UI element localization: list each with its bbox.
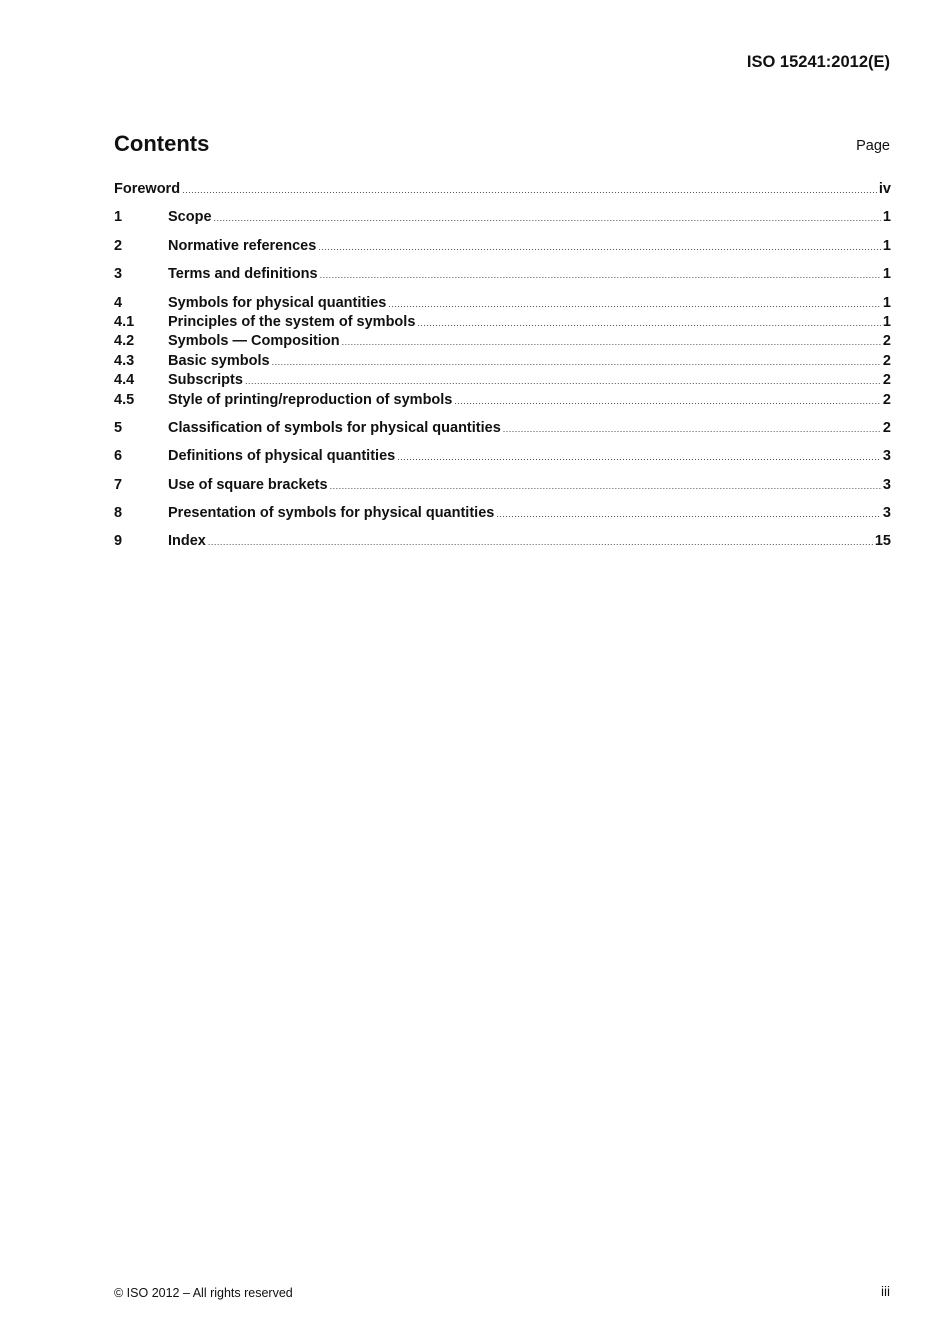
toc-entry-title: Symbols — Composition	[168, 333, 340, 350]
toc-entry-presentation[interactable]	[114, 504, 891, 523]
toc-leader-dots	[496, 505, 881, 524]
toc-entry-page: 3	[882, 476, 891, 493]
toc-entry-page: 1	[882, 294, 891, 311]
toc-entry-page: 1	[882, 266, 891, 283]
toc-leader-dots	[318, 238, 881, 257]
toc-entry-number: 4.1	[114, 313, 135, 330]
toc-leader-dots	[330, 477, 881, 496]
toc-entry-page: 1	[882, 313, 891, 330]
toc-entry-number: 1	[114, 209, 123, 226]
toc-entry-title: Normative references	[168, 237, 317, 254]
toc-entry-number: 4.2	[114, 333, 135, 350]
toc-entry-subscripts[interactable]	[114, 371, 891, 390]
toc-entry-number: 5	[114, 419, 123, 436]
toc-entry-title: Basic symbols	[168, 352, 270, 369]
page-column-label: Page	[856, 138, 890, 154]
toc-entry-number: 4.3	[114, 352, 135, 369]
toc-entry-title: Classification of symbols for physical quantities	[168, 419, 501, 436]
toc-entry-number: 4.5	[114, 391, 135, 408]
toc-entry-definitions[interactable]	[114, 447, 891, 466]
footer-copyright: © ISO 2012 – All rights reserved	[114, 1286, 293, 1300]
document-id: ISO 15241:2012(E)	[746, 53, 890, 71]
toc-entry-normative-references[interactable]	[114, 237, 891, 256]
toc-entry-page: 2	[882, 352, 891, 369]
toc-entry-number: 4.4	[114, 372, 135, 389]
toc-leader-dots	[182, 181, 877, 200]
toc-entry-number: 8	[114, 505, 123, 522]
toc-leader-dots	[214, 209, 881, 228]
toc-leader-dots	[208, 533, 873, 552]
toc-entry-title: Definitions of physical quantities	[168, 448, 396, 465]
toc-leader-dots	[272, 353, 881, 372]
toc-entry-principles[interactable]	[114, 313, 891, 332]
toc-entry-title: Index	[168, 533, 206, 550]
toc-leader-dots	[320, 266, 881, 285]
toc-entry-number: 2	[114, 237, 123, 254]
toc-entry-terms-and-definitions[interactable]	[114, 265, 891, 284]
toc-entry-page: iv	[878, 181, 891, 197]
toc-entry-title: Presentation of symbols for physical quantities	[168, 505, 495, 522]
toc-entry-title: Style of printing/reproduction of symbols	[168, 391, 453, 408]
toc-entry-number: 3	[114, 266, 123, 283]
toc-entry-index[interactable]	[114, 532, 891, 551]
toc-entry-symbols-for-physical-quantities[interactable]	[114, 294, 891, 313]
contents-heading: Contents	[114, 131, 210, 156]
toc-leader-dots	[397, 448, 881, 467]
toc-entry-basic-symbols[interactable]	[114, 352, 891, 371]
toc-entry-classification[interactable]	[114, 419, 891, 438]
toc-entry-scope[interactable]	[114, 208, 891, 227]
toc-leader-dots	[503, 420, 881, 439]
toc-entry-title: Use of square brackets	[168, 476, 328, 493]
toc-leader-dots	[454, 392, 881, 411]
toc-entry-number: 9	[114, 533, 123, 550]
toc-leader-dots	[417, 314, 881, 333]
toc-entry-number: 7	[114, 476, 123, 493]
toc-entry-page: 3	[882, 505, 891, 522]
toc-leader-dots	[342, 333, 881, 352]
toc-leader-dots	[388, 295, 881, 314]
toc-entry-page: 1	[882, 209, 891, 226]
toc-entry-page: 2	[882, 372, 891, 389]
toc-entry-foreword[interactable]	[114, 180, 891, 199]
toc-entry-page: 15	[874, 533, 891, 550]
toc-entry-page: 3	[882, 448, 891, 465]
toc-entry-symbols-composition[interactable]	[114, 332, 891, 351]
toc-entry-title: Subscripts	[168, 372, 243, 389]
toc-entry-title: Principles of the system of symbols	[168, 313, 416, 330]
footer-page-number: iii	[881, 1284, 890, 1299]
toc-entry-page: 2	[882, 333, 891, 350]
toc-leader-dots	[245, 372, 881, 391]
toc-entry-number: 4	[114, 294, 123, 311]
toc-entry-number: 6	[114, 448, 123, 465]
table-of-contents	[114, 180, 891, 552]
toc-entry-page: 2	[882, 419, 891, 436]
toc-entry-square-brackets[interactable]	[114, 476, 891, 495]
toc-entry-title: Foreword	[114, 181, 181, 197]
toc-entry-title: Scope	[168, 209, 212, 226]
toc-entry-title: Symbols for physical quantities	[168, 294, 387, 311]
toc-entry-page: 2	[882, 391, 891, 408]
toc-entry-title: Terms and definitions	[168, 266, 318, 283]
toc-entry-style-of-printing[interactable]	[114, 391, 891, 410]
toc-entry-page: 1	[882, 237, 891, 254]
